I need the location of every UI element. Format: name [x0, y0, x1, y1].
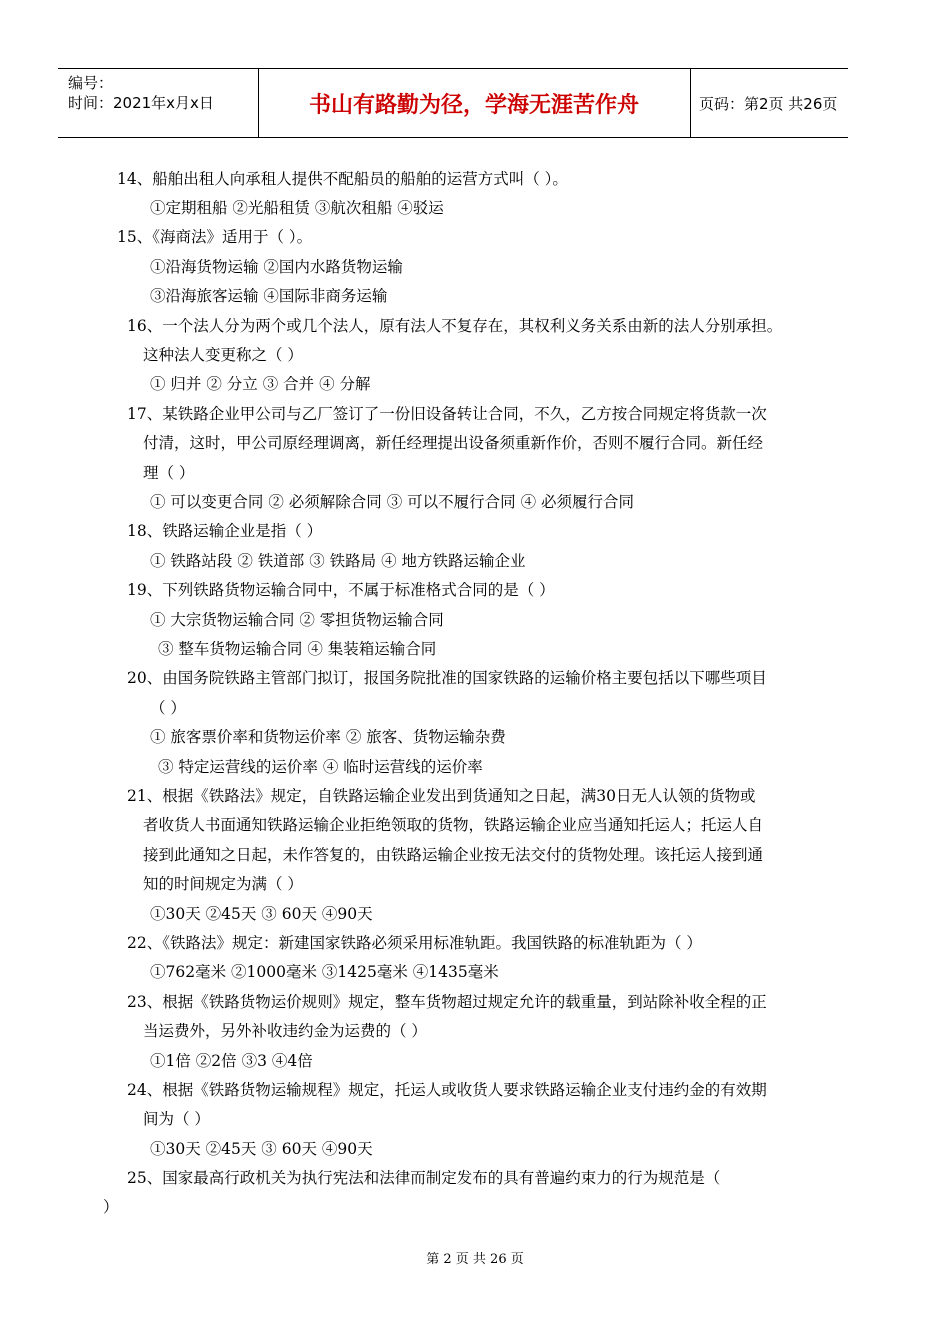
question-23: 23、根据《铁路货物运价规则》规定，整车货物超过规定允许的载重量，到站除补收全程的正	[127, 993, 767, 1011]
question-16-cont: 这种法人变更称之（ ）	[143, 346, 303, 364]
options-15-a: ①沿海货物运输 ②国内水路货物运输	[150, 258, 403, 276]
options-16: ① 归并 ② 分立 ③ 合并 ④ 分解	[150, 375, 371, 393]
question-15: 15、《海商法》适用于（ ）。	[117, 228, 313, 246]
question-24: 24、根据《铁路货物运输规程》规定，托运人或收货人要求铁路运输企业支付违约金的有效期	[127, 1081, 767, 1099]
options-19-b: ③ 整车货物运输合同 ④ 集装箱运输合同	[158, 640, 437, 658]
options-20-b: ③ 特定运营线的运价率 ④ 临时运营线的运价率	[158, 758, 483, 776]
question-22: 22、《铁路法》规定：新建国家铁路必须采用标准轨距。我国铁路的标准轨距为（ ）	[127, 934, 702, 952]
options-14: ①定期租船 ②光船租赁 ③航次租船 ④驳运	[150, 199, 444, 217]
options-23: ①1倍 ②2倍 ③3 ④4倍	[150, 1052, 313, 1070]
question-18: 18、铁路运输企业是指（ ）	[127, 522, 323, 540]
question-21-cont: 接到此通知之日起，未作答复的，由铁路运输企业按无法交付的货物处理。该托运人接到通	[143, 846, 764, 864]
question-25-cont: ）	[103, 1198, 119, 1216]
question-21: 21、根据《铁路法》规定，自铁路运输企业发出到货通知之日起，满30日无人认领的货物或	[127, 787, 756, 805]
question-23-cont: 当运费外，另外补收违约金为运费的（ ）	[143, 1022, 427, 1040]
question-19: 19、下列铁路货物运输合同中，不属于标准格式合同的是（ ）	[127, 581, 555, 599]
doc-number-label: 编号：	[68, 74, 114, 92]
question-20-cont: （ ）	[150, 699, 186, 717]
question-20: 20、由国务院铁路主管部门拟订，报国务院批准的国家铁路的运输价格主要包括以下哪些项目	[127, 669, 767, 687]
question-16: 16、一个法人分为两个或几个法人，原有法人不复存在，其权利义务关系由新的法人分别承担。	[127, 317, 783, 335]
question-17: 17、某铁路企业甲公司与乙厂签订了一份旧设备转让合同，不久，乙方按合同规定将货款一次	[127, 405, 767, 423]
header-motto: 书山有路勤为径，学海无涯苦作舟	[258, 69, 691, 137]
page-header	[58, 68, 848, 138]
question-17-cont: 理（ ）	[143, 464, 195, 482]
question-14: 14、船舶出租人向承租人提供不配船员的船舶的运营方式叫（ ）。	[117, 170, 568, 188]
options-19-a: ① 大宗货物运输合同 ② 零担货物运输合同	[150, 611, 444, 629]
options-24: ①30天 ②45天 ③ 60天 ④90天	[150, 1140, 373, 1158]
question-21-cont: 者收货人书面通知铁路运输企业拒绝领取的货物，铁路运输企业应当通知托运人；托运人自	[143, 816, 764, 834]
options-18: ① 铁路站段 ② 铁道部 ③ 铁路局 ④ 地方铁路运输企业	[150, 552, 526, 570]
options-22: ①762毫米 ②1000毫米 ③1425毫米 ④1435毫米	[150, 963, 499, 981]
doc-time-label: 时间：2021年x月x日	[68, 94, 214, 112]
options-20-a: ① 旅客票价率和货物运价率 ② 旅客、货物运输杂费	[150, 728, 506, 746]
question-17-cont: 付清，这时，甲公司原经理调离，新任经理提出设备须重新作价，否则不履行合同。新任经	[143, 434, 764, 452]
options-15-b: ③沿海旅客运输 ④国际非商务运输	[150, 287, 388, 305]
options-21: ①30天 ②45天 ③ 60天 ④90天	[150, 905, 373, 923]
options-17: ① 可以变更合同 ② 必须解除合同 ③ 可以不履行合同 ④ 必须履行合同	[150, 493, 634, 511]
header-page-number: 页码：第2页 共26页	[699, 94, 838, 113]
question-21-cont: 知的时间规定为满（ ）	[143, 875, 303, 893]
header-meta	[58, 69, 259, 137]
question-24-cont: 间为（ ）	[143, 1110, 210, 1128]
page-footer: 第 2 页 共 26 页	[426, 1252, 524, 1267]
question-25: 25、国家最高行政机关为执行宪法和法律而制定发布的具有普遍约束力的行为规范是（	[127, 1169, 721, 1187]
